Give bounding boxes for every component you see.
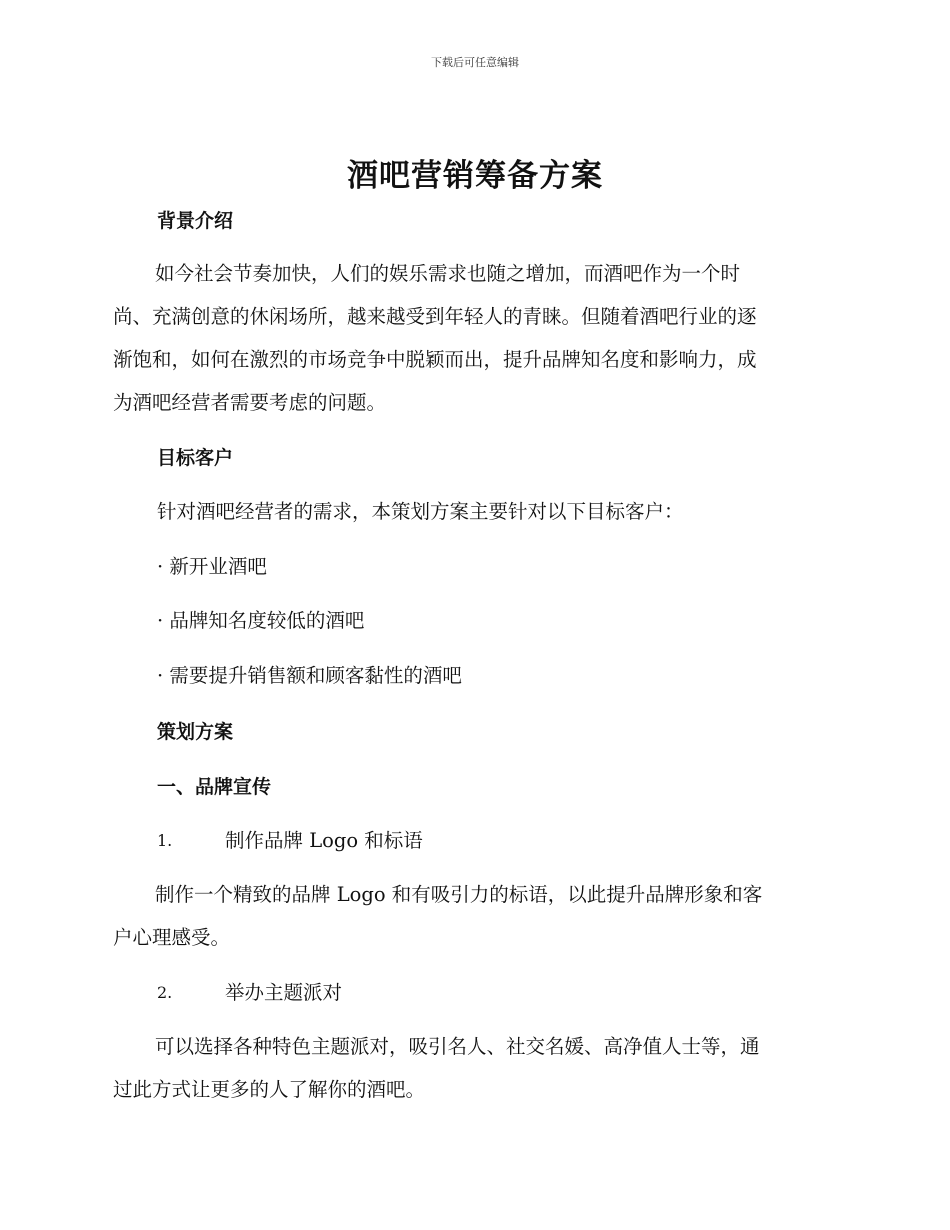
document-title: 酒吧营销筹备方案 [347,158,603,194]
subheading-brand-promotion: 一、品牌宣传 [157,776,272,798]
background-paragraph [113,252,833,424]
item-2-number: 2. [157,983,173,1002]
section-heading-background: 背景介绍 [157,210,234,232]
background-line-1: 如今社会节奏加快，人们的娱乐需求也随之增加，而酒吧作为一个时 [155,262,741,285]
item-1-line-1: 制作一个精致的品牌 Logo 和有吸引力的标语，以此提升品牌形象和客 [155,883,763,906]
item-1-line-2: 户心理感受。 [113,926,231,949]
section-heading-target: 目标客户 [157,447,234,469]
target-bullet-2: · 品牌知名度较低的酒吧 [157,609,365,632]
item-1-paragraph [113,873,833,959]
item-2-line-1: 可以选择各种特色主题派对，吸引名人、社交名媛、高净值人士等，通 [155,1035,760,1058]
section-heading-plan: 策划方案 [157,721,234,743]
background-line-3: 渐饱和，如何在激烈的市场竞争中脱颖而出，提升品牌知名度和影响力，成 [113,348,757,371]
item-2-line-2: 过此方式让更多的人了解你的酒吧。 [113,1078,426,1101]
target-intro: 针对酒吧经营者的需求，本策划方案主要针对以下目标客户： [157,500,684,523]
item-2-paragraph [113,1025,833,1111]
item-1-number: 1. [157,831,173,850]
background-line-4: 为酒吧经营者需要考虑的问题。 [113,391,387,414]
item-2-title: 举办主题派对 [225,981,343,1004]
target-bullet-3: · 需要提升销售额和顾客黏性的酒吧 [157,664,462,687]
item-1-title: 制作品牌 Logo 和标语 [225,829,423,852]
page-header: 下载后可任意编辑 [431,56,519,69]
background-line-2: 尚、充满创意的休闲场所，越来越受到年轻人的青睐。但随着酒吧行业的逐 [113,305,757,328]
target-bullet-1: · 新开业酒吧 [157,555,267,578]
